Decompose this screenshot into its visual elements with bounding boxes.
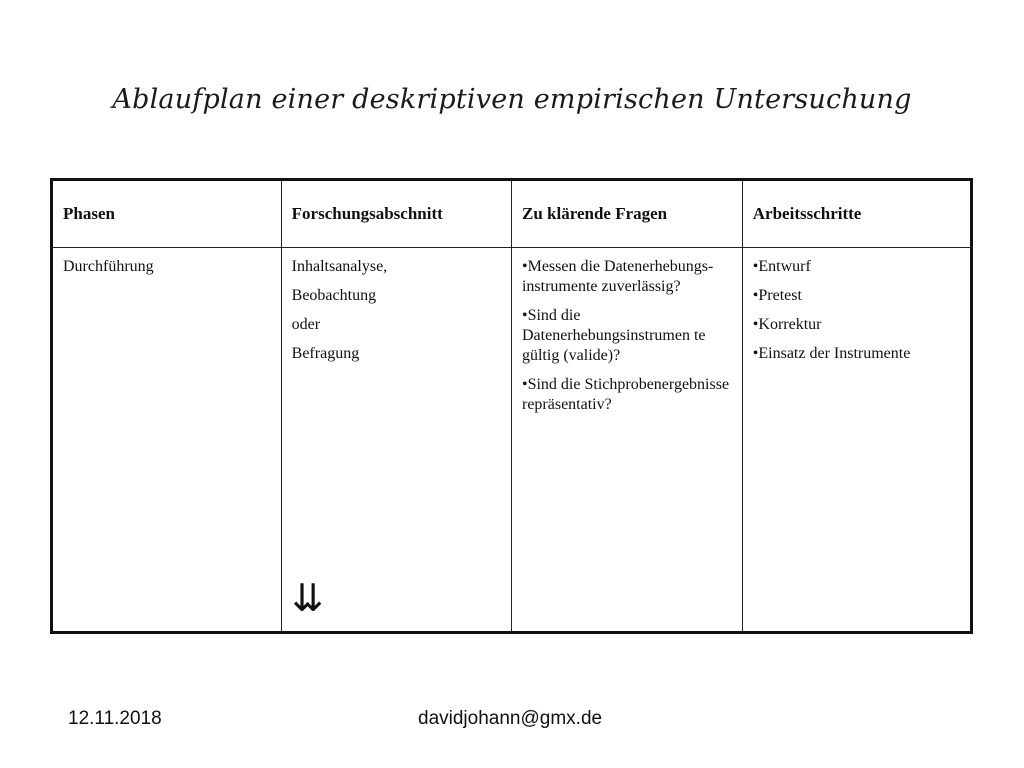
step-item: •Korrektur	[752, 316, 822, 333]
question-item: •Sind die Stichprobenergebnisse repräsentativ?	[521, 376, 730, 413]
double-down-arrow-icon: ⇊	[291, 576, 324, 620]
table-row	[52, 248, 972, 633]
header-phasen: Phasen	[52, 180, 282, 248]
table-header-row	[52, 180, 972, 248]
cell-section	[281, 248, 511, 633]
plan-table	[50, 178, 973, 634]
footer-date: 12.11.2018	[68, 708, 162, 729]
step-item: •Einsatz der Instrumente	[752, 345, 911, 362]
slide-title: Ablaufplan einer deskriptiven empirischen Untersuchung	[112, 84, 912, 115]
section-line: Inhaltsanalyse,	[291, 258, 388, 275]
cell-steps	[742, 248, 971, 633]
section-line: oder	[291, 316, 321, 333]
step-item: •Pretest	[752, 287, 802, 304]
section-line: Beobachtung	[291, 287, 377, 304]
header-arbeitsschritte: Arbeitsschritte	[742, 180, 971, 248]
footer-email: davidjohann@gmx.de	[418, 708, 603, 729]
question-item: •Messen die Datenerhebungs-instrumente zuverlässig?	[521, 258, 714, 295]
header-fragen: Zu klärende Fragen	[511, 180, 742, 248]
question-item: •Sind die Datenerhebungsinstrumen te gültig (valide)?	[521, 307, 706, 364]
cell-phase	[52, 248, 282, 633]
header-forschungsabschnitt: Forschungsabschnitt	[281, 180, 511, 248]
phase-label: Durchführung	[63, 258, 154, 275]
step-item: •Entwurf	[752, 258, 811, 275]
section-line: Befragung	[291, 345, 360, 362]
cell-questions	[511, 248, 742, 633]
